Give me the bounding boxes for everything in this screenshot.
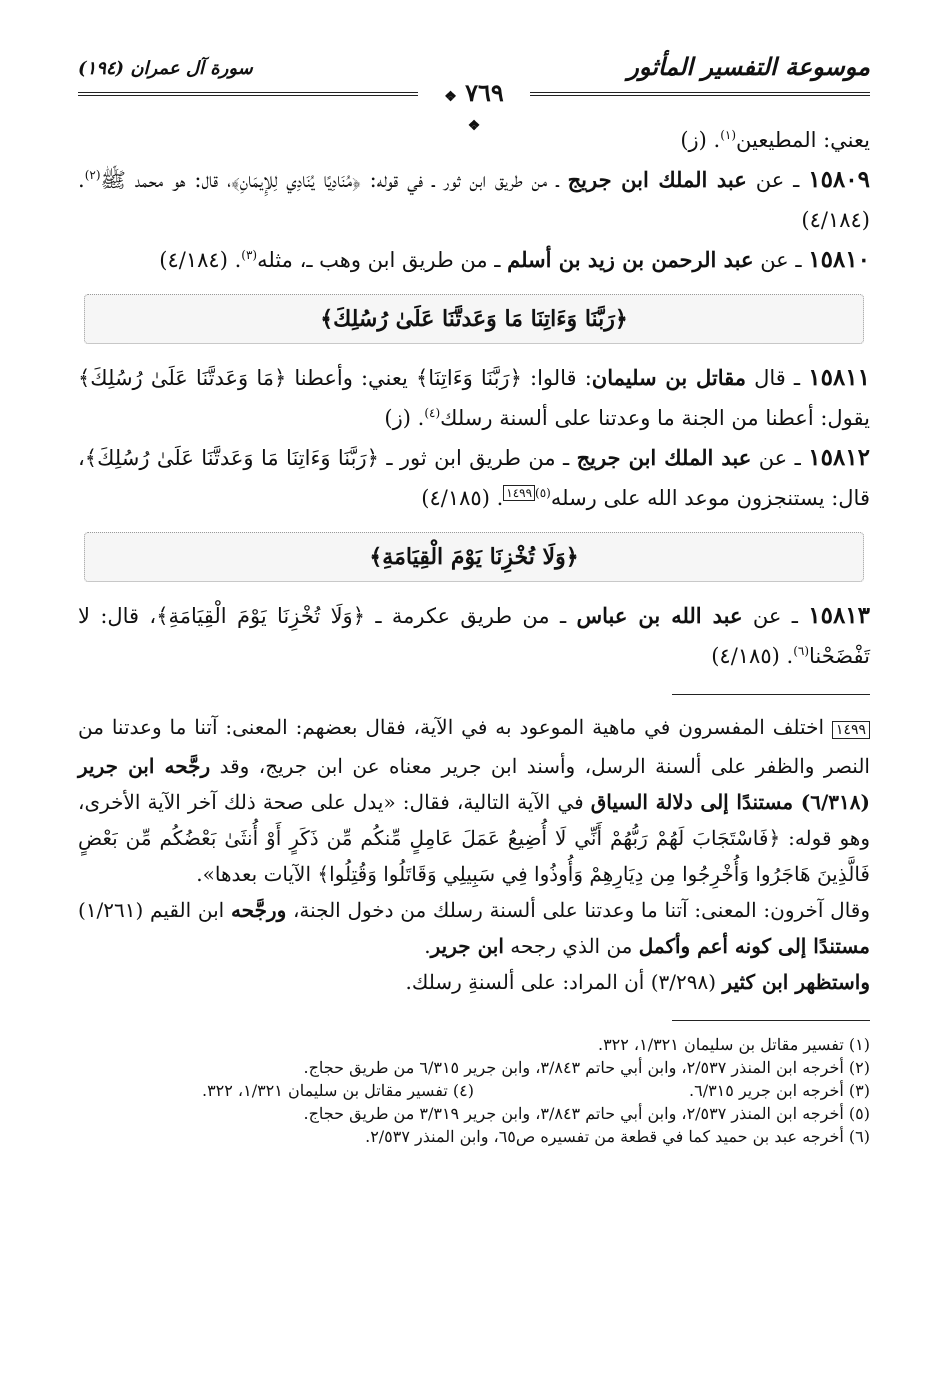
- footnote-separator: [672, 1020, 870, 1021]
- ornament-icon: ❖: [444, 89, 457, 105]
- header-rule-right: [530, 92, 870, 96]
- entries-block-3: [78, 596, 870, 676]
- entry: يعني: المطيعين$^{(١)}$. (ز): [680, 128, 870, 152]
- footnote: (٣) أخرجه ابن جرير ٦/٣١٥.: [689, 1081, 870, 1100]
- entry: ١٥٨٠٩ ـ عن عبد الملك ابن جريج ـ من طريق ابن ثور ـ في قوله: ﴿مُنَادِيًا يُنَادِي لِلإِيمَانِ﴾، قال: هو محمد ﷺ$^{(٢)}$. (٤/١٨٤): [78, 166, 870, 232]
- surah-reference: سورة آل عمران (١٩٤): [78, 58, 253, 79]
- footnote: (٥) أخرجه ابن المنذر ٢/٥٣٧، وابن أبي حاتم ٣/٨٤٣، وابن جرير ٣/٣١٩ من طريق حجاج.: [303, 1104, 870, 1123]
- footnotes: [78, 1033, 870, 1148]
- footnote: (٦) أخرجه عبد بن حميد كما في قطعة من تفسيره ص٦٥، وابن المنذر ٢/٥٣٧.: [365, 1127, 870, 1146]
- commentary-paragraph: وقال آخرون: المعنى: آتنا ما وعدتنا على ألسنة رسلك من دخول الجنة، ورجَّحه ابن القيم (١/٢٦١) مستندًا إلى كونه أعم وأكمل من الذي رجحه ابن جرير.: [78, 898, 871, 958]
- page-number: ❖ ٧٦٩ ❖: [444, 78, 504, 134]
- entries-block-2: [78, 358, 870, 518]
- footnote: (٢) أخرجه ابن المنذر ٢/٥٣٧، وابن أبي حاتم ٣/٨٤٣، وابن جرير ٦/٣١٥ من طريق حجاج.: [303, 1058, 870, 1077]
- book-title: موسوعة التفسير المأثور: [627, 52, 870, 81]
- footnote-row: [78, 1079, 870, 1102]
- footnote: (١) تفسير مقاتل بن سليمان ١/٣٢١، ٣٢٢.: [597, 1035, 870, 1054]
- entry: ١٥٨١٢ ـ عن عبد الملك ابن جريج ـ من طريق ابن ثور ـ ﴿رَبَّنَا وَءَاتِنَا مَا وَعَدتَّنَا عَلَىٰ رُسُلِكَ﴾، قال: يستنجزون موعد الله على رسله$^{(٥)١٤٩٩}$. (٤/١٨٥): [78, 444, 870, 510]
- commentary-paragraph: واستظهر ابن كثير (٣/٢٩٨) أن المراد: على ألسنةِ رسلك.: [405, 970, 870, 994]
- ornament-icon: ❖: [467, 118, 481, 134]
- commentary-separator: [672, 694, 870, 695]
- commentary-block: [78, 709, 870, 1000]
- verse-heading: ﴿وَلَا تُخْزِنَا يَوْمَ الْقِيَامَةِ﴾: [84, 532, 864, 582]
- entry: ١٥٨١٠ ـ عن عبد الرحمن بن زيد بن أسلم ـ من طريق ابن وهب ـ، مثله$^{(٣)}$. (٤/١٨٤): [159, 246, 870, 273]
- commentary-paragraph: ١٤٩٩ اختلف المفسرون في ماهية الموعود به في الآية، فقال بعضهم: المعنى: آتنا ما وعدتنا من النصر والظفر على ألسنة الرسل، وأسند ابن جرير معناه عن ابن جريج، وقد رجَّحه ابن جرير (٦/٣١٨) مستندًا إلى دلالة السياق في الآية التالية، فقال: «يدل على صحة ذلك آخر الآية الأخرى، وهو قوله: ﴿فَاسْتَجَابَ لَهُمْ رَبُّهُمْ أَنِّي لَا أُضِيعُ عَمَلَ عَامِلٍ مِّنكُم مِّن ذَكَرٍ أَوْ أُنثَىٰ بَعْضُكُم مِّن بَعْضٍ فَالَّذِينَ هَاجَرُوا وَأُخْرِجُوا مِن دِيَارِهِمْ وَأُوذُوا فِي سَبِيلِي وَقَاتَلُوا وَقُتِلُوا﴾ الآيات بعدها».: [78, 715, 870, 886]
- entry: ١٥٨١٣ ـ عن عبد الله بن عباس ـ من طريق عكرمة ـ ﴿وَلَا تُخْزِنَا يَوْمَ الْقِيَامَةِ﴾، قال: لا تَفْضَحْنا$^{(٦)}$. (٤/١٨٥): [78, 602, 871, 668]
- entry: ١٥٨١١ ـ قال مقاتل بن سليمان: قالوا: ﴿رَبَّنَا وَءَاتِنَا﴾ يعني: وأعطنا ﴿مَا وَعَدتَّنَا عَلَىٰ رُسُلِكَ﴾ يقول: أعطنا من الجنة ما وعدتنا على ألسنة رسلك$^{(٤)}$. (ز): [78, 364, 870, 430]
- page-header: [78, 52, 870, 134]
- page: [78, 52, 870, 1148]
- verse-heading: ﴿رَبَّنَا وَءَاتِنَا مَا وَعَدتَّنَا عَلَىٰ رُسُلِكَ﴾: [84, 294, 864, 344]
- header-rule-left: [78, 92, 418, 96]
- entries-block-1: [78, 120, 870, 280]
- footnote: (٤) تفسير مقاتل بن سليمان ١/٣٢١، ٣٢٢.: [201, 1081, 474, 1100]
